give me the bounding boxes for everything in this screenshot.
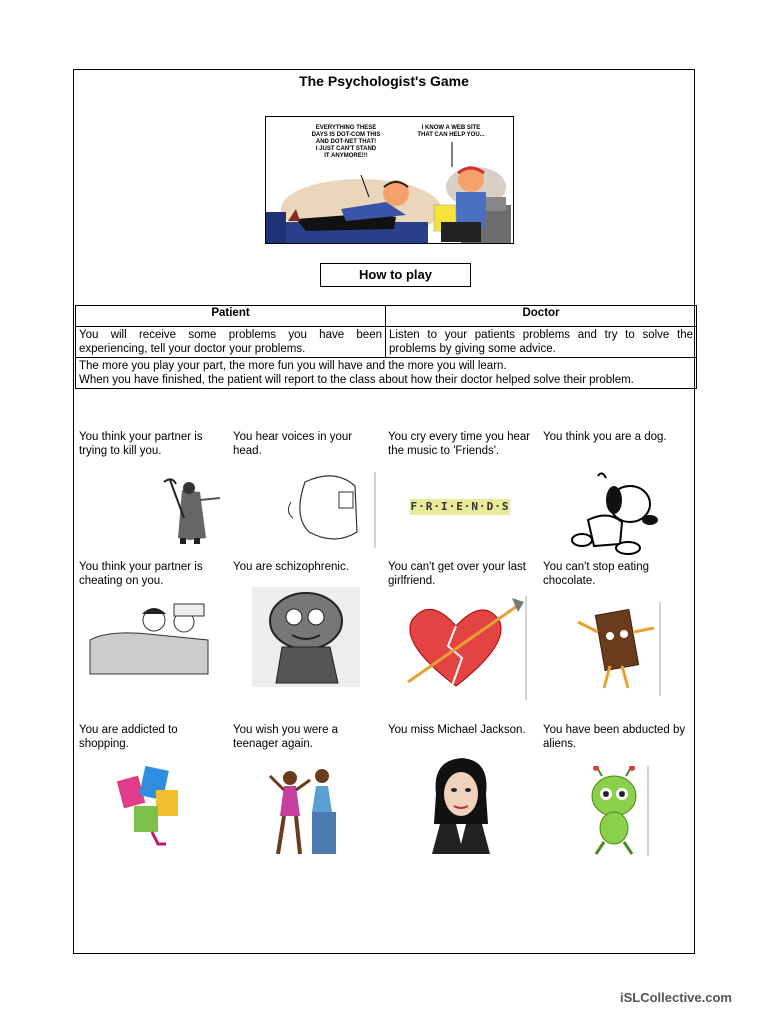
bubble-line: DAYS IS DOT-COM THIS <box>311 132 381 138</box>
how-to-play-heading: How to play <box>320 263 471 287</box>
couple-in-bed-icon <box>88 600 210 676</box>
table-row <box>76 306 697 327</box>
page-title: The Psychologist's Game <box>299 73 469 89</box>
problem-text: You think you are a dog. <box>543 431 667 443</box>
bubble-line: EVERYTHING THESE <box>315 125 377 131</box>
grim-reaper-icon <box>160 478 225 548</box>
shopping-bags-icon <box>112 762 194 846</box>
chocolate-bar-icon <box>570 602 662 698</box>
problem-text: You think your partner is trying to kill you. <box>79 431 203 457</box>
problem-text: You can't stop eating chocolate. <box>543 561 649 587</box>
table-row <box>76 327 697 358</box>
doctor-speech-bubble <box>411 125 491 139</box>
doctor-description: Listen to your patients problems and try to solve the problems by giving some advice. <box>386 327 697 358</box>
bubble-line: AND DOT-NET THAT! <box>315 139 377 145</box>
alien-icon <box>582 766 652 858</box>
problem-text: You have been abducted by aliens. <box>543 724 686 750</box>
dog-icon <box>568 470 663 556</box>
problem-text: You are addicted to shopping. <box>79 724 178 750</box>
head-voices-icon <box>285 472 377 550</box>
problem-text: You can't get over your last girlfriend. <box>388 561 526 587</box>
problem-text: You cry every time you hear the music to 'Friends'. <box>388 431 531 457</box>
table-row <box>76 358 697 389</box>
friends-logo-icon: F·R·I·E·N·D·S <box>410 500 510 513</box>
problem-text: You hear voices in your head. <box>233 431 353 457</box>
patient-description: You will receive some problems you have been experiencing, tell your doctor your problems. <box>76 327 386 358</box>
bubble-line: THAT CAN HELP YOU... <box>417 132 485 138</box>
note-line: When you have finished, the patient will report to the class about how their doctor helped solve their problem. <box>79 374 634 386</box>
psychologist-cartoon <box>265 116 514 244</box>
game-notes <box>76 358 697 389</box>
roles-table <box>75 305 697 389</box>
bubble-line: I KNOW A WEB SITE <box>421 125 481 131</box>
problem-text: You are schizophrenic. <box>233 561 349 573</box>
problem-text: You wish you were a teenager again. <box>233 724 339 750</box>
patient-speech-bubble <box>306 125 386 160</box>
patient-header: Patient <box>76 306 386 327</box>
watermark: iSLCollective.com <box>620 990 732 1005</box>
problem-text: You miss Michael Jackson. <box>388 724 526 736</box>
michael-jackson-icon <box>428 754 494 854</box>
bubble-line: IT ANYMORE!!! <box>324 153 368 159</box>
broken-heart-icon <box>400 596 530 702</box>
note-line: The more you play your part, the more fun you will have and the more you will learn. <box>79 360 507 372</box>
problem-text: You think your partner is cheating on you. <box>79 561 203 587</box>
bubble-line: I JUST CAN'T STAND <box>315 146 377 152</box>
doctor-header: Doctor <box>386 306 697 327</box>
crazy-man-icon <box>252 587 360 687</box>
teenagers-icon <box>266 766 346 858</box>
